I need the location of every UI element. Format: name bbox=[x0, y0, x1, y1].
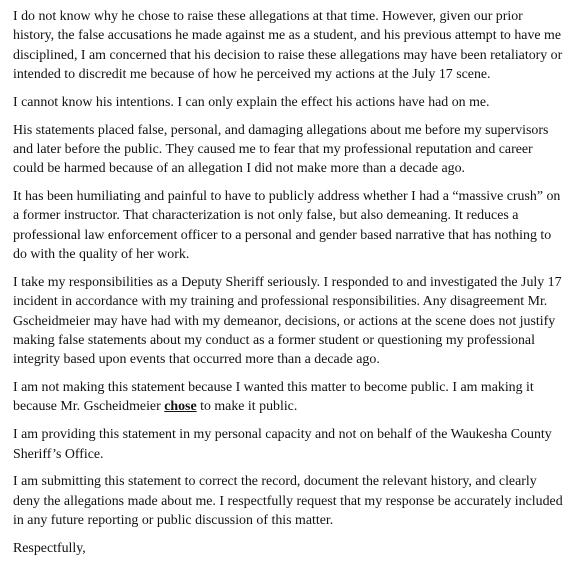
paragraph-statements-effect: His statements placed false, personal, and damaging allegations about me before my supervisors and later before the public. They caused me to fear that my professional reputation and career could be harmed because of an allegation I did not make more than a decade ago. bbox=[13, 122, 549, 177]
paragraph-allegations-timing: I do not know why he chose to raise these allegations at that time. However, given our prior history, the false accusations he made against me as a student, and his previous attempt to have me disciplined, I am concerned that his decision to raise these allegations may have been retaliatory or intended to discredit me because of how he perceived my actions at the July 17 scene. bbox=[13, 9, 563, 82]
paragraph-correct-record: I am submitting this statement to correct the record, document the relevant history, and clearly deny the allegations made about me. I respectfully request that my response be accurately included in any future reporting or public discussion of this matter. bbox=[13, 474, 563, 528]
paragraph-responsibilities: I take my responsibilities as a Deputy Sheriff seriously. I responded to and investigated the July 17 incident in accordance with my training and professional responsibilities. Any disagreement Mr. Gscheidmeier may have had with my demeanor, decisions, or actions at the scene does not justify making false statements about my conduct as a former student or questioning my professional integrity based upon events that occurred more than a decade ago. bbox=[13, 274, 562, 368]
paragraph-humiliation: It has been humiliating and painful to have to publicly address whether I had a “massive crush” on a former instructor. That characterization is not only false, but also demeaning. It reduces a professional law enforcement officer to a personal and gender based narrative that has nothing to do with the quality of her work. bbox=[13, 189, 561, 263]
paragraph-intentions: I cannot know his intentions. I can only explain the effect his actions have had on me. bbox=[13, 94, 490, 110]
made-public-text-before: I am not making this statement because I wanted this matter to become public. I am making it because Mr. Gscheidmeier bbox=[13, 380, 534, 415]
made-public-text-after: to make it public. bbox=[196, 399, 298, 415]
emphasized-word-chose: chose bbox=[164, 399, 197, 415]
closing-signoff: Respectfully, bbox=[13, 540, 86, 556]
paragraph-personal-capacity: I am providing this statement in my personal capacity and not on behalf of the Waukesha County Sheriff’s Office. bbox=[13, 427, 552, 462]
paragraph-made-public bbox=[13, 378, 563, 417]
